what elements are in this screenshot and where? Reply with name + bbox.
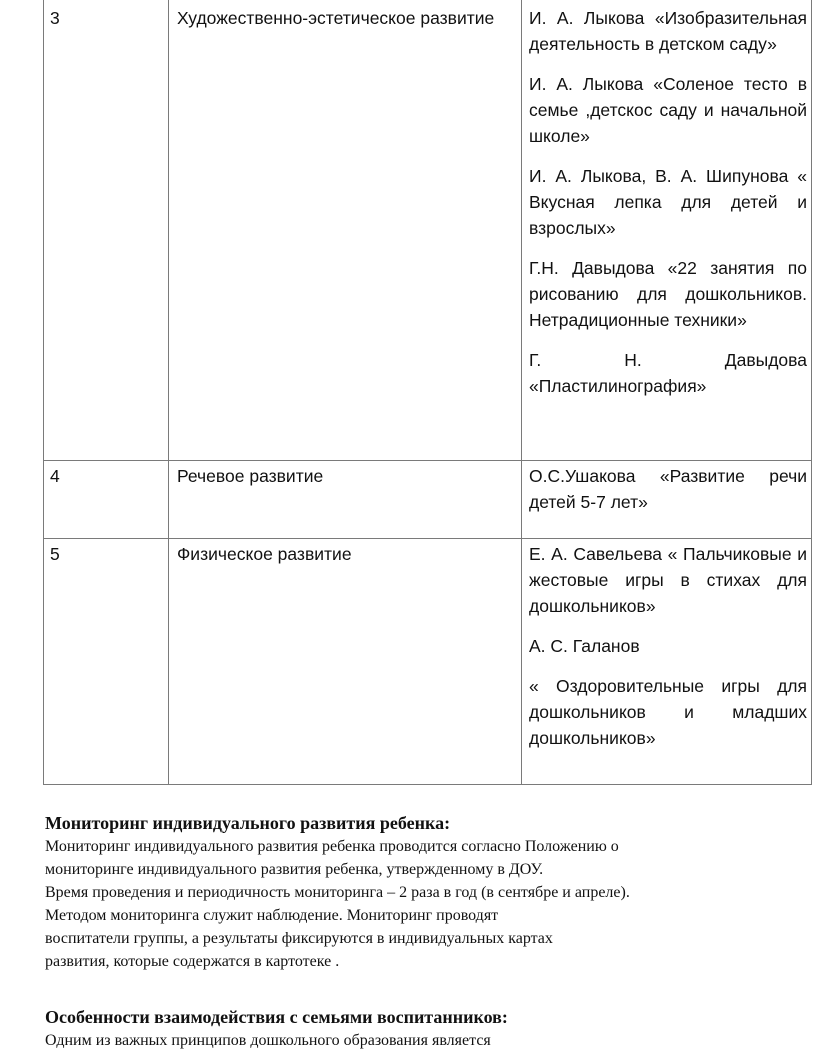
book-entry: Е. А. Савельева « Пальчиковые и жестовые игры в стихах для дошкольников» bbox=[529, 544, 807, 616]
book-entry: И. А. Лыкова «Изобразительная деятельность в детском саду» bbox=[529, 8, 807, 54]
books-cell bbox=[522, 461, 812, 539]
row-number: 3 bbox=[50, 8, 60, 28]
book-entry: А. С. Галанов bbox=[529, 636, 640, 656]
paragraph-line: развития, которые содержатся в картотеке . bbox=[45, 953, 340, 970]
table-row bbox=[44, 539, 812, 785]
paragraph-line: мониторинге индивидуального развития ребенка, утвержденному в ДОУ. bbox=[45, 861, 544, 878]
paragraph-line: Методом мониторинга служит наблюдение. Мониторинг проводят bbox=[45, 907, 499, 924]
book-entry: « Оздоровительные игры для дошкольников и младших дошкольников» bbox=[529, 676, 807, 748]
section-title: Особенности взаимодействия с семьями воспитанников: bbox=[45, 1007, 508, 1027]
paragraph-line: Время проведения и периодичность мониторинга – 2 раза в год (в сентябре и апреле). bbox=[45, 884, 630, 901]
table-row bbox=[44, 0, 812, 461]
book-entry: О.С.Ушакова «Развитие речи детей 5-7 лет» bbox=[529, 466, 807, 512]
row-number: 5 bbox=[50, 544, 60, 564]
section-title: Мониторинг индивидуального развития ребенка: bbox=[45, 813, 451, 833]
development-area-cell bbox=[169, 539, 522, 785]
book-entry: Г. Н. Давыдова «Пластилинография» bbox=[529, 350, 807, 396]
row-number-cell bbox=[44, 539, 169, 785]
development-area: Художественно-эстетическое развитие bbox=[177, 8, 495, 28]
table-row bbox=[44, 461, 812, 539]
development-area-cell bbox=[169, 461, 522, 539]
books-cell bbox=[522, 539, 812, 785]
family-section bbox=[45, 1005, 765, 1052]
paragraph-line: Одним из важных принципов дошкольного образования является bbox=[45, 1032, 491, 1049]
row-number-cell bbox=[44, 0, 169, 461]
paragraph-line: воспитатели группы, а результаты фиксируются в индивидуальных картах bbox=[45, 930, 553, 947]
books-cell bbox=[522, 0, 812, 461]
development-area-cell bbox=[169, 0, 522, 461]
development-area: Физическое развитие bbox=[177, 544, 352, 564]
book-entry: И. А. Лыкова, В. А. Шипунова « Вкусная лепка для детей и взрослых» bbox=[529, 166, 807, 238]
literature-table bbox=[43, 0, 812, 785]
row-number: 4 bbox=[50, 466, 60, 486]
development-area: Речевое развитие bbox=[177, 466, 324, 486]
monitoring-section bbox=[45, 811, 765, 973]
paragraph-line: Мониторинг индивидуального развития ребенка проводится согласно Положению о bbox=[45, 838, 619, 855]
book-entry: И. А. Лыкова «Соленое тесто в семье ,детскос саду и начальной школе» bbox=[529, 74, 807, 146]
row-number-cell bbox=[44, 461, 169, 539]
book-entry: Г.Н. Давыдова «22 занятия по рисованию для дошкольников. Нетрадиционные техники» bbox=[529, 258, 807, 330]
